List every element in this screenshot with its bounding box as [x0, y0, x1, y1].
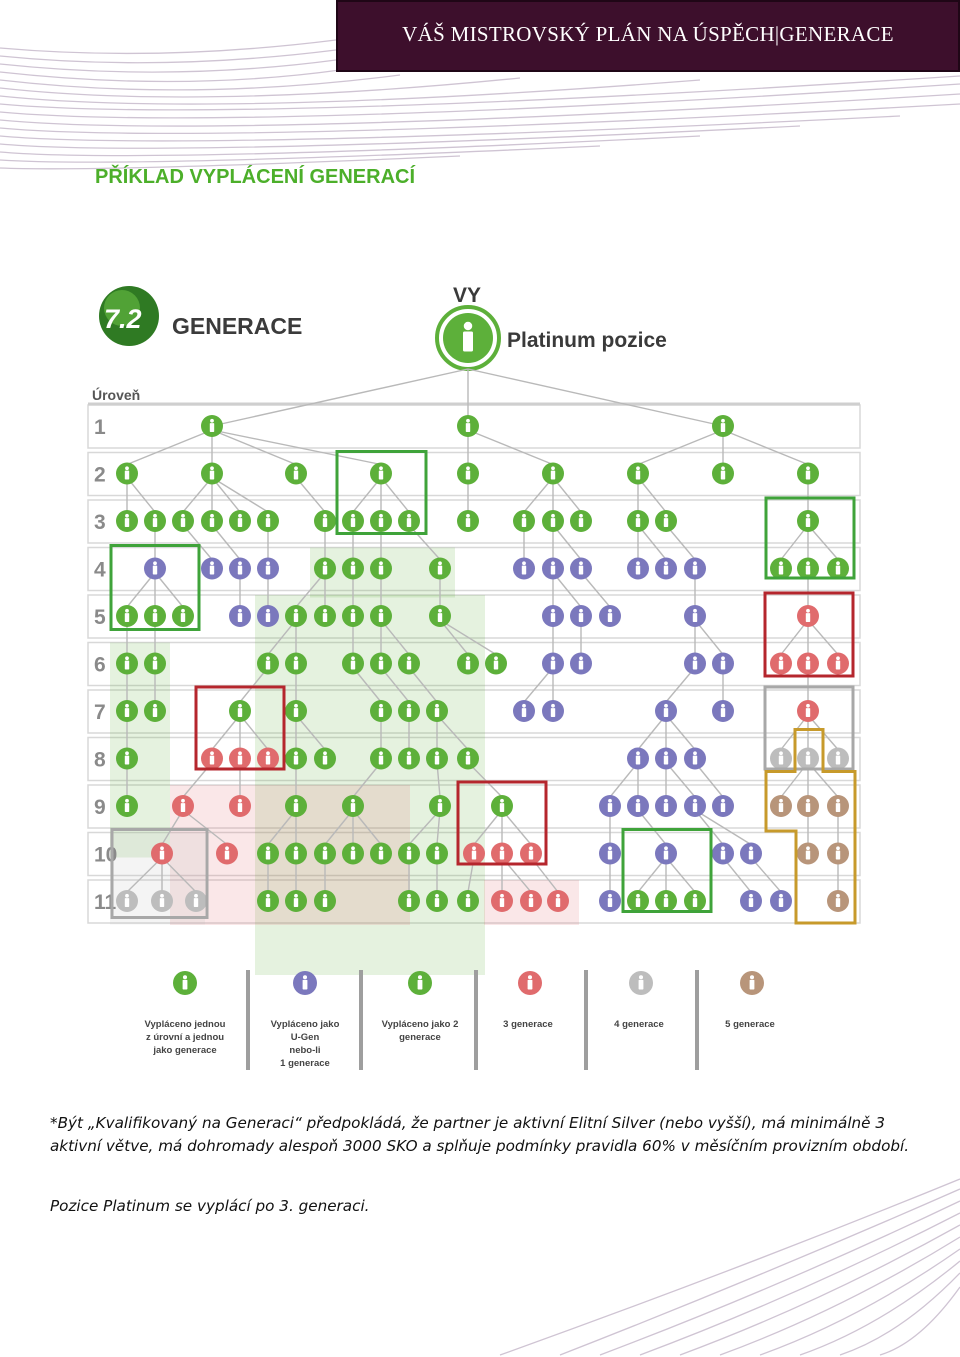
person-icon — [827, 795, 849, 817]
level-number: 1 — [94, 416, 106, 439]
person-icon — [172, 795, 194, 817]
person-icon — [185, 890, 207, 912]
person-icon — [116, 700, 138, 722]
person-icon — [398, 890, 420, 912]
person-icon — [398, 510, 420, 532]
legend-label: U-Gen — [290, 1032, 320, 1043]
person-icon — [370, 605, 392, 627]
person-icon — [797, 748, 819, 770]
person-icon — [370, 558, 392, 580]
person-icon — [342, 510, 364, 532]
person-icon — [570, 510, 592, 532]
person-icon — [457, 653, 479, 675]
header-title: VÁŠ MISTROVSKÝ PLÁN NA ÚSPĚCH|GENERACE — [402, 22, 894, 46]
person-icon — [342, 843, 364, 865]
person-icon — [827, 558, 849, 580]
person-icon — [513, 558, 535, 580]
person-icon — [542, 653, 564, 675]
person-icon — [797, 463, 819, 485]
person-icon — [285, 795, 307, 817]
person-icon — [627, 748, 649, 770]
person-icon — [314, 558, 336, 580]
legend-label: jako generace — [153, 1045, 217, 1056]
you-label: VY — [453, 284, 482, 307]
person-icon — [172, 510, 194, 532]
person-icon — [172, 605, 194, 627]
person-icon — [827, 843, 849, 865]
person-icon — [513, 510, 535, 532]
person-icon — [655, 843, 677, 865]
person-icon — [684, 653, 706, 675]
platinum-label: Platinum pozice — [507, 329, 667, 352]
person-icon — [599, 795, 621, 817]
person-icon — [229, 795, 251, 817]
person-icon — [201, 748, 223, 770]
legend-person-icon — [173, 971, 197, 995]
person-icon — [314, 843, 336, 865]
person-icon — [770, 795, 792, 817]
platinum-note: Pozice Platinum se vyplácí po 3. generaci. — [50, 1197, 370, 1215]
person-icon — [342, 558, 364, 580]
person-icon — [570, 653, 592, 675]
person-icon — [457, 463, 479, 485]
level-number: 10 — [94, 843, 118, 867]
level-number: 11 — [94, 891, 117, 914]
person-icon — [712, 653, 734, 675]
person-icon — [342, 653, 364, 675]
person-icon — [201, 510, 223, 532]
legend-label: 1 generace — [280, 1058, 330, 1069]
person-icon — [229, 558, 251, 580]
person-icon — [599, 605, 621, 627]
person-icon — [257, 890, 279, 912]
legend-person-icon — [740, 971, 764, 995]
person-icon — [599, 890, 621, 912]
person-icon — [116, 463, 138, 485]
person-icon — [655, 700, 677, 722]
person-icon — [570, 605, 592, 627]
person-icon — [627, 510, 649, 532]
person-icon — [684, 748, 706, 770]
legend-label: Vypláceno jako — [270, 1019, 340, 1030]
level-number: 6 — [94, 653, 106, 677]
person-icon — [370, 748, 392, 770]
person-icon — [797, 510, 819, 532]
person-icon — [542, 463, 564, 485]
person-icon — [740, 843, 762, 865]
person-icon — [370, 510, 392, 532]
legend-person-icon — [293, 971, 317, 995]
person-icon — [797, 558, 819, 580]
legend-label: nebo-li — [289, 1045, 321, 1056]
person-icon — [599, 843, 621, 865]
legend-person-icon — [629, 971, 653, 995]
person-icon — [201, 558, 223, 580]
person-icon — [684, 795, 706, 817]
legend-label: z úrovní a jednou — [145, 1032, 225, 1043]
person-icon — [257, 605, 279, 627]
person-icon — [770, 890, 792, 912]
person-icon — [229, 748, 251, 770]
person-icon — [426, 748, 448, 770]
person-icon — [491, 843, 513, 865]
person-icon — [797, 795, 819, 817]
level-number: 4 — [94, 558, 106, 582]
qualification-note: *Být „Kvalifikovaný na Generaci“ předpokládá, že partner je aktivní Elitní Silver (nebo vyšší), má minimálně 3 aktivní větve, má dohromady alespoň 3000 SKO a splňuje podmínky pravidla 60% v měsíčním provizním období. — [50, 1114, 910, 1155]
person-icon — [285, 890, 307, 912]
person-icon — [712, 415, 734, 437]
person-icon — [151, 843, 173, 865]
person-icon — [314, 510, 336, 532]
person-icon — [229, 605, 251, 627]
person-icon — [513, 700, 535, 722]
person-icon — [457, 510, 479, 532]
level-number: 2 — [94, 463, 106, 487]
person-icon — [740, 890, 762, 912]
person-icon — [770, 653, 792, 675]
person-icon — [712, 843, 734, 865]
person-icon — [370, 843, 392, 865]
person-icon — [797, 700, 819, 722]
person-icon — [627, 558, 649, 580]
person-icon — [520, 890, 542, 912]
person-icon — [216, 843, 238, 865]
person-icon — [116, 605, 138, 627]
generation-diagram — [0, 270, 960, 1090]
level-number: 7 — [94, 701, 106, 724]
person-icon — [201, 415, 223, 437]
person-icon — [457, 890, 479, 912]
person-icon — [370, 653, 392, 675]
header-band — [336, 0, 960, 72]
person-icon — [627, 890, 649, 912]
person-icon — [398, 653, 420, 675]
person-icon — [770, 748, 792, 770]
person-icon — [285, 843, 307, 865]
person-icon — [398, 748, 420, 770]
person-icon — [463, 843, 485, 865]
person-icon — [144, 510, 166, 532]
person-icon — [257, 748, 279, 770]
person-icon — [426, 890, 448, 912]
person-icon — [457, 748, 479, 770]
logo-name: GENERACE — [172, 313, 303, 339]
person-icon — [398, 700, 420, 722]
person-icon — [684, 605, 706, 627]
person-icon — [314, 605, 336, 627]
person-icon — [285, 653, 307, 675]
person-icon — [285, 748, 307, 770]
person-icon — [542, 510, 564, 532]
person-icon — [426, 700, 448, 722]
level-number: 8 — [94, 748, 106, 772]
level-number: 9 — [94, 796, 106, 819]
person-icon — [542, 558, 564, 580]
person-icon — [229, 700, 251, 722]
person-icon — [542, 700, 564, 722]
person-icon — [684, 890, 706, 912]
level-number: 5 — [94, 606, 106, 629]
person-icon — [547, 890, 569, 912]
level-label: Úroveň — [92, 387, 141, 403]
person-icon — [370, 463, 392, 485]
person-icon — [285, 700, 307, 722]
person-icon — [627, 463, 649, 485]
person-icon — [827, 653, 849, 675]
legend-label: generace — [399, 1032, 441, 1043]
person-icon — [229, 510, 251, 532]
person-icon — [257, 843, 279, 865]
person-icon — [542, 605, 564, 627]
person-icon — [827, 748, 849, 770]
person-icon — [257, 510, 279, 532]
person-icon — [285, 463, 307, 485]
person-icon — [116, 510, 138, 532]
person-icon — [370, 700, 392, 722]
person-icon — [655, 890, 677, 912]
person-icon — [257, 558, 279, 580]
person-icon — [712, 463, 734, 485]
person-icon — [797, 605, 819, 627]
person-icon — [144, 558, 166, 580]
person-icon — [314, 748, 336, 770]
legend-label: Vypláceno jednou — [144, 1019, 226, 1030]
person-icon — [655, 510, 677, 532]
person-icon — [770, 558, 792, 580]
person-icon — [457, 415, 479, 437]
person-icon — [144, 700, 166, 722]
person-icon — [655, 748, 677, 770]
person-icon — [342, 795, 364, 817]
legend-person-icon — [408, 971, 432, 995]
person-icon — [627, 795, 649, 817]
section-title: PŘÍKLAD VYPLÁCENÍ GENERACÍ — [95, 166, 416, 188]
legend-label: Vypláceno jako 2 — [381, 1019, 459, 1030]
person-icon — [398, 843, 420, 865]
person-icon — [116, 795, 138, 817]
person-icon — [314, 890, 336, 912]
person-icon — [116, 748, 138, 770]
person-icon — [201, 463, 223, 485]
person-icon — [285, 605, 307, 627]
person-icon — [491, 890, 513, 912]
person-icon — [429, 558, 451, 580]
person-icon — [429, 795, 451, 817]
person-icon — [426, 843, 448, 865]
legend-label: 3 generace — [503, 1019, 553, 1030]
person-icon — [797, 653, 819, 675]
person-icon — [655, 558, 677, 580]
person-icon — [144, 605, 166, 627]
person-icon — [485, 653, 507, 675]
highlight-area — [110, 643, 170, 858]
level-number: 3 — [94, 511, 106, 534]
legend-label: 5 generace — [725, 1019, 775, 1030]
you-person-icon — [443, 313, 493, 363]
person-icon — [827, 890, 849, 912]
person-icon — [116, 890, 138, 912]
person-icon — [342, 605, 364, 627]
person-icon — [491, 795, 513, 817]
person-icon — [655, 795, 677, 817]
person-icon — [144, 653, 166, 675]
person-icon — [712, 795, 734, 817]
person-icon — [712, 700, 734, 722]
person-icon — [429, 605, 451, 627]
person-icon — [684, 558, 706, 580]
person-icon — [570, 558, 592, 580]
person-icon — [797, 843, 819, 865]
legend-person-icon — [518, 971, 542, 995]
legend-label: 4 generace — [614, 1019, 664, 1030]
person-icon — [116, 653, 138, 675]
person-icon — [520, 843, 542, 865]
person-icon — [257, 653, 279, 675]
person-icon — [151, 890, 173, 912]
logo-mark: 7.2 — [104, 304, 142, 334]
